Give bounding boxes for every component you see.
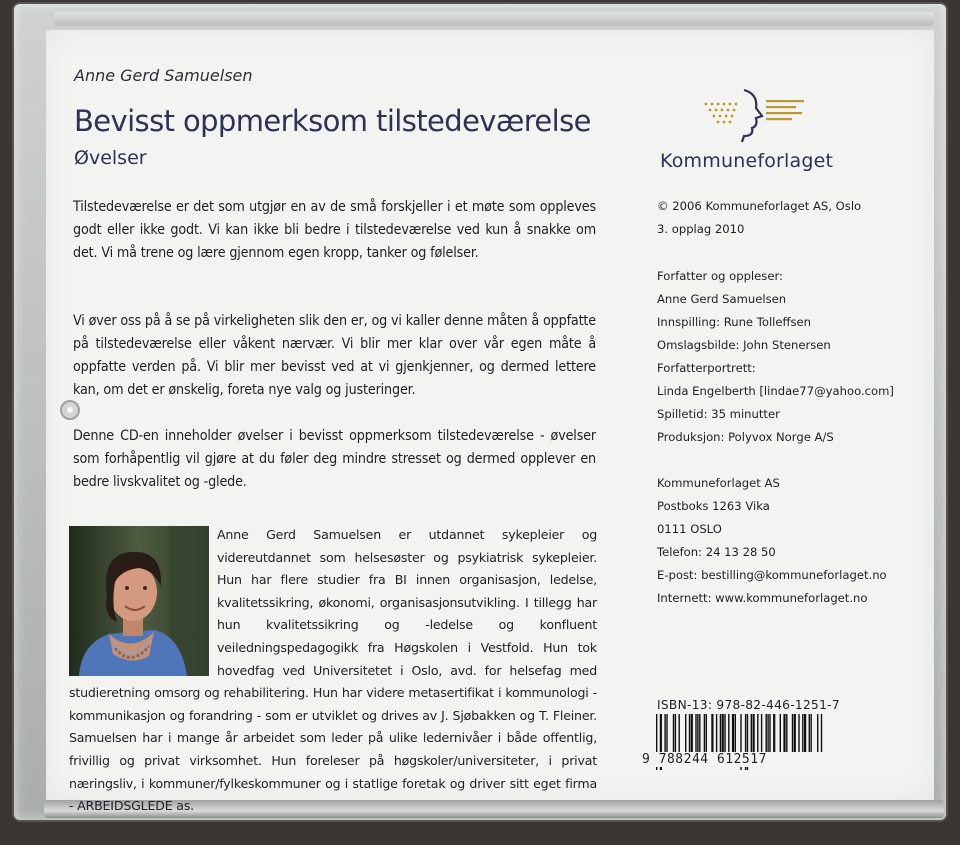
credits-block [657, 265, 894, 449]
author-bio-text: Anne Gerd Samuelsen er utdannet sykepleier og videreutdannet som helsesøster og psykiatrisk sykepleier. Hun har flere studier fra BI innen organisasjon, ledelse, kvalitetssikring, økonomi, organisasjonsutvikling. I tillegg har hun kvalitetssikring og -ledelse og konfluent veiledningspedagogikk fra Høgskolen i Vestfold. Hun tok hovedfag ved Universitetet i Oslo, avd. for helsefag med studieretning omsorg og rehabilitering. Hun har videre metasertifikat i kommunologi - kommunikasjon og forandring - som er utviklet og drives av J. Sjøbakken og T. Fleiner. Samuelsen har i mange år arbeidet som leder på ulike ledernivåer i både offentlig, frivillig og privat virksomhet. Hun foreleser på høgskoler/universiteter, i privat næringsliv, i kommuner/fylkeskommuner og i statlige foretak og driver sitt eget firma - ARBEIDSGLEDE as. [69, 527, 597, 814]
description-paragraph-2: Vi øver oss på å se på virkeligheten slik den er, og vi kaller denne måten å oppfatte på tilstedeværelse eller våkent nærvær. Vi blir mer klar over vår egen måte å oppfatte verden på. Vi blir mer bevisst ved at vi gjenkjenner, og dermed lettere kan, om det er ønskelig, foreta nye valg og justeringer. [73, 313, 596, 398]
edition-line: 3. opplag 2010 [657, 222, 745, 236]
publisher-name: Kommuneforlaget [660, 150, 834, 172]
address-line: 0111 OSLO [657, 522, 722, 536]
copyright-block [657, 195, 861, 241]
description-paragraph-1: Tilstedeværelse er det som utgjør en av de små forskjeller i et møte som oppleves godt eller ikke godt. Vi kan ikke bli bedre i tilstedeværelse ved kun å snakke om det. Vi må trene og lære gjennom egen kropp, tanker og følelser. [73, 199, 596, 261]
credit-line: Innspilling: Rune Tolleffsen [657, 315, 812, 329]
copyright-line: © 2006 Kommuneforlaget AS, Oslo [657, 199, 862, 213]
credit-line: Omslagsbilde: John Stenersen [657, 338, 831, 352]
address-line: Internett: www.kommuneforlaget.no [657, 591, 868, 605]
credit-line: Linda Engelberth [lindae77@yahoo.com] [657, 384, 894, 398]
address-line: E-post: bestilling@kommuneforlaget.no [657, 568, 887, 582]
barcode-digits: 9 788244 612517 [640, 752, 832, 767]
case-hinge [54, 12, 934, 26]
isbn-label: ISBN-13: 978-82-446-1251-7 [657, 698, 840, 712]
description-paragraph-3: Denne CD-en inneholder øvelser i bevisst oppmerksom tilstedeværelse - øvelser som forhåpentlig vil gjøre at du føler deg mindre stresset og dermed opplever en bedre livskvalitet og -glede. [73, 428, 596, 490]
author-bio [69, 524, 597, 818]
album-title: Bevisst oppmerksom tilstedeværelse [74, 104, 591, 138]
credit-line: Anne Gerd Samuelsen [657, 292, 787, 306]
kommuneforlaget-logo [692, 86, 812, 146]
credit-line: Forfatterportrett: [657, 361, 756, 375]
author-name: Anne Gerd Samuelsen [74, 66, 253, 85]
credit-line: Forfatter og oppleser: [657, 269, 783, 283]
address-line: Postboks 1263 Vika [657, 499, 770, 513]
address-line: Telefon: 24 13 28 50 [657, 545, 776, 559]
album-subtitle: Øvelser [74, 147, 147, 169]
address-line: Kommuneforlaget AS [657, 476, 780, 490]
case-hole [60, 400, 80, 420]
credit-line: Produksjon: Polyvox Norge A/S [657, 430, 834, 444]
credit-line: Spilletid: 35 minutter [657, 407, 780, 421]
address-block [657, 472, 887, 610]
